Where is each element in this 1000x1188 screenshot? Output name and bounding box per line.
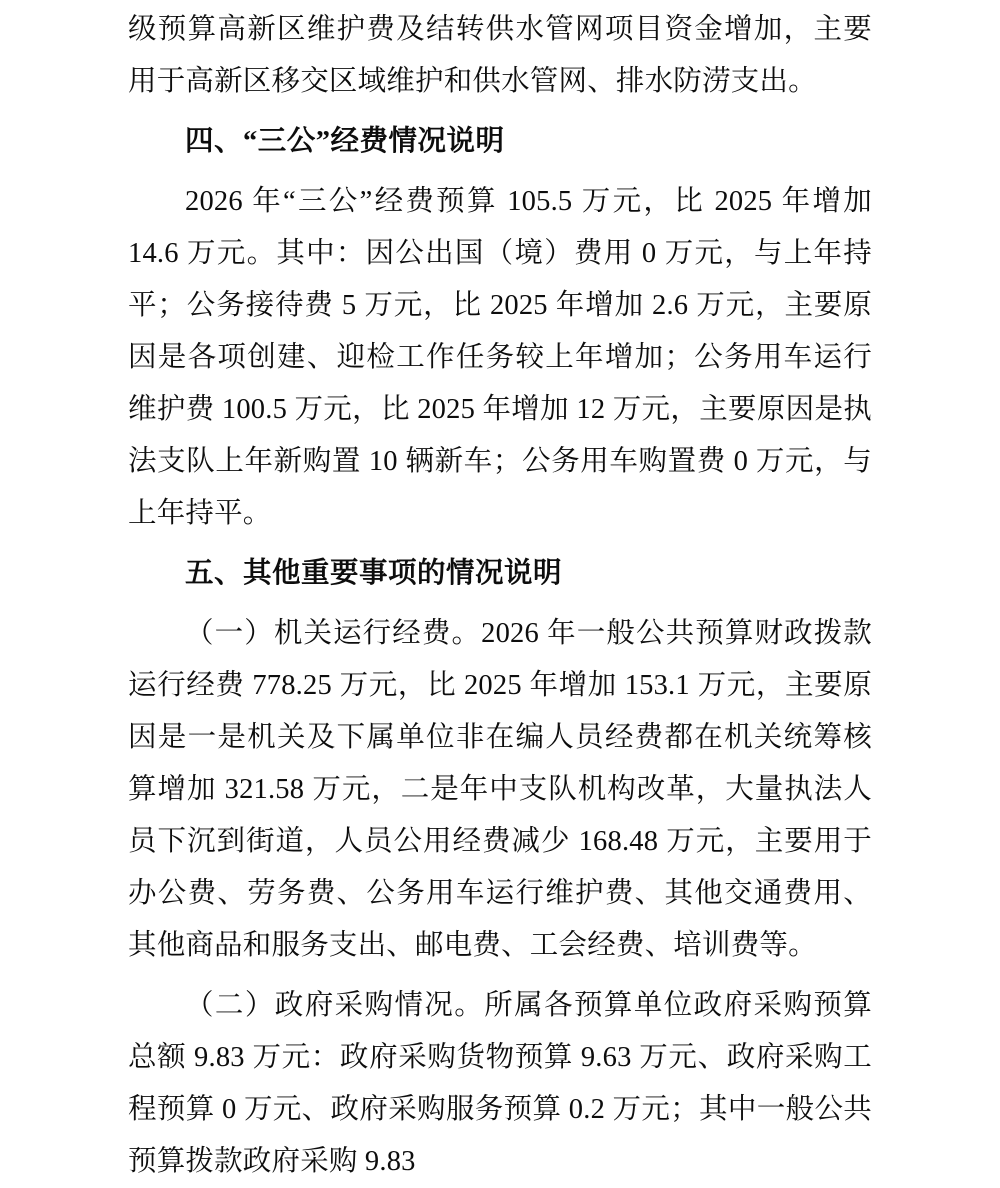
paragraph-spacer — [128, 168, 872, 176]
document-body — [128, 0, 872, 1188]
paragraph-continuation-budget-increase: 级预算高新区维护费及结转供水管网项目资金增加，主要用于高新区移交区域维护和供水管网、排水防涝支出。 — [128, 14, 872, 97]
paragraph-three-public-expenses: 2026 年“三公”经费预算 105.5 万元，比 2025 年增加 14.6 万元。其中：因公出国（境）费用 0 万元，与上年持平；公务接待费 5 万元，比 2025 年增加 2.6 万元，主要原因是各项创建、迎检工作任务较上年增加；公务用车运行维护费 100.5 万元，比 2025 年增加 12 万元，主要原因是执法支队上年新购置 10 辆新车；公务用车购置费 0 万元，与上年持平。 — [128, 186, 872, 529]
paragraph-government-procurement: （二）政府采购情况。所属各预算单位政府采购预算总额 9.83 万元：政府采购货物预算 9.63 万元、政府采购工程预算 0 万元、政府采购服务预算 0.2 万元；其中一般公共预算拨款政府采购 9.83 — [128, 990, 872, 1177]
paragraph-spacer — [128, 600, 872, 608]
paragraph-spacer — [128, 108, 872, 116]
paragraph-spacer — [128, 540, 872, 548]
heading-section-five: 五、其他重要事项的情况说明 — [185, 558, 563, 589]
heading-section-four: 四、“三公”经费情况说明 — [185, 126, 505, 157]
paragraph-spacer — [128, 972, 872, 980]
paragraph-agency-operating-expenses: （一）机关运行经费。2026 年一般公共预算财政拨款运行经费 778.25 万元，比 2025 年增加 153.1 万元，主要原因是一是机关及下属单位非在编人员经费都在机关统筹核算增加 321.58 万元，二是年中支队机构改革，大量执法人员下沉到街道，人员公用经费减少 168.48 万元，主要用于办公费、劳务费、公务用车运行维护费、其他交通费用、其他商品和服务支出、邮电费、工会经费、培训费等。 — [128, 618, 872, 961]
